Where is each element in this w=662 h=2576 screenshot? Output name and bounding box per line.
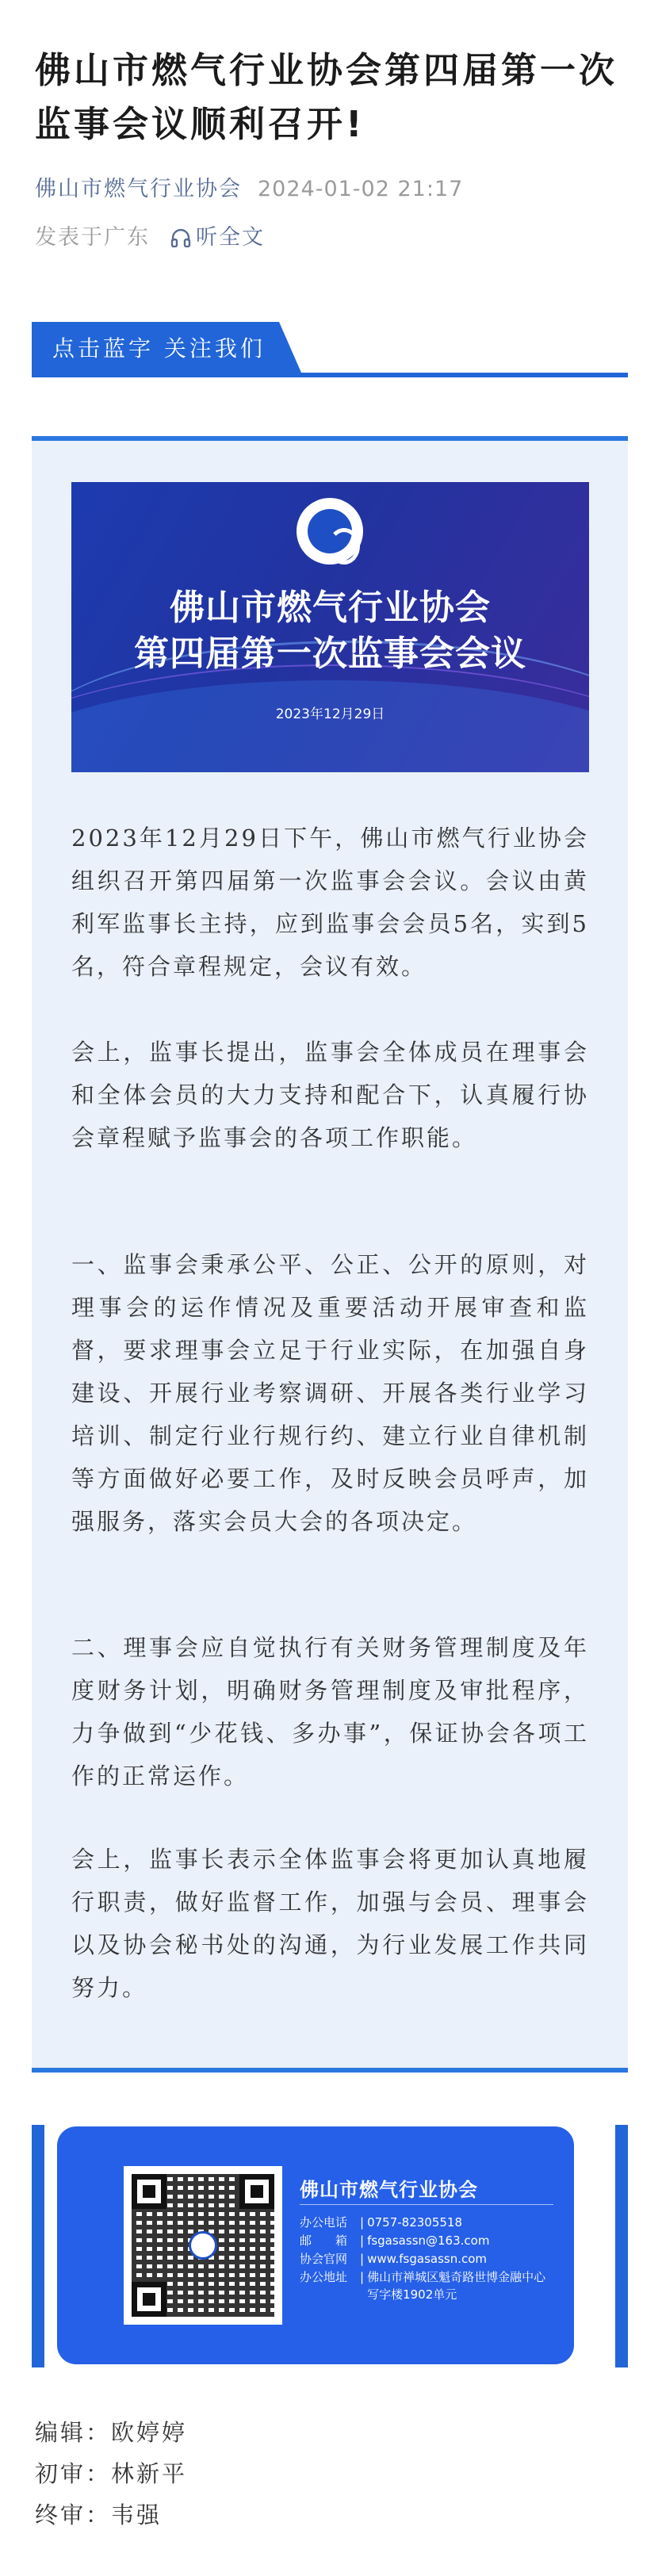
- meeting-banner-image: [71, 482, 589, 772]
- banner-title-line1: 佛山市燃气行业协会: [170, 588, 491, 628]
- paragraph: 二、理事会应自觉执行有关财务管理制度及年度财务计划，明确财务管理制度及审批程序，力争做到“少花钱、多办事”，保证协会各项工作的正常运作。: [71, 1634, 589, 1789]
- follow-banner[interactable]: [32, 322, 628, 379]
- paragraph: 一、监事会秉承公平、公正、公开的原则，对理事会的运作情况及重要活动开展审查和监督，要求理事会立足于行业实际，在加强自身建设、开展行业考察调研、开展各类行业学习培训、制定行业行规行约、建立行业自律机制等方面做好必要工作，及时反映会员呼声，加强服务，落实会员大会的各项决定。: [71, 1251, 589, 1535]
- editor-credit: 编辑：欧婷婷: [35, 2419, 188, 2446]
- paragraph: 2023年12月29日下午，佛山市燃气行业协会组织召开第四届第一次监事会会议。会议由黄利军监事长主持，应到监事会会员5名，实到5名，符合章程规定，会议有效。: [71, 825, 589, 980]
- card-email: 邮 箱 | fsgasassn@163.com: [300, 2233, 490, 2248]
- qr-logo-icon: [189, 2231, 217, 2260]
- article-title: 佛山市燃气行业协会第四届第一次监事会议顺利召开!: [35, 49, 618, 145]
- frame-right-bar: [615, 2125, 628, 2367]
- follow-banner-line: [32, 373, 628, 377]
- qr-finder: [239, 2174, 274, 2209]
- headphones-icon: [170, 228, 191, 247]
- paragraph: 会上，监事长提出，监事会全体成员在理事会和全体会员的大力支持和配合下，认真履行协会章程赋予监事会的各项工作职能。: [71, 1039, 589, 1151]
- association-logo-icon: [297, 498, 363, 565]
- qr-finder: [132, 2282, 166, 2317]
- frame-left-bar: [32, 2125, 44, 2367]
- publish-location: 发表于广东: [35, 225, 150, 250]
- article-meta-location: [35, 220, 265, 251]
- listen-button[interactable]: [170, 225, 265, 250]
- card-website: 协会官网 | www.fsgasassn.com: [300, 2252, 488, 2266]
- qr-finder: [132, 2174, 166, 2209]
- listen-label: 听全文: [196, 225, 265, 250]
- paragraph: 会上，监事长表示全体监事会将更加认真地履行职责，做好监督工作，加强与会员、理事会以及协会秘书处的沟通，为行业发展工作共同努力。: [71, 1846, 589, 2001]
- banner-title-line2: 第四届第一次监事会会议: [134, 633, 526, 674]
- first-review-credit: 初审：林新平: [35, 2460, 188, 2487]
- account-name-link[interactable]: 佛山市燃气行业协会: [35, 177, 242, 201]
- publish-date: 2024-01-02 21:17: [258, 177, 464, 201]
- follow-banner-text: 点击蓝字 关注我们: [52, 335, 266, 362]
- banner-date: 2023年12月29日: [275, 706, 385, 722]
- final-review-credit: 终审：韦强: [35, 2501, 163, 2528]
- article-meta: [35, 171, 463, 202]
- card-address: 办公地址 | 佛山市禅城区魁奇路世博金融中心写字楼1902单元: [300, 2270, 546, 2302]
- qr-code-icon[interactable]: [124, 2166, 282, 2325]
- card-org-name: 佛山市燃气行业协会: [300, 2179, 478, 2201]
- card-divider: [300, 2204, 553, 2205]
- card-phone: 办公电话 | 0757-82305518: [300, 2215, 462, 2230]
